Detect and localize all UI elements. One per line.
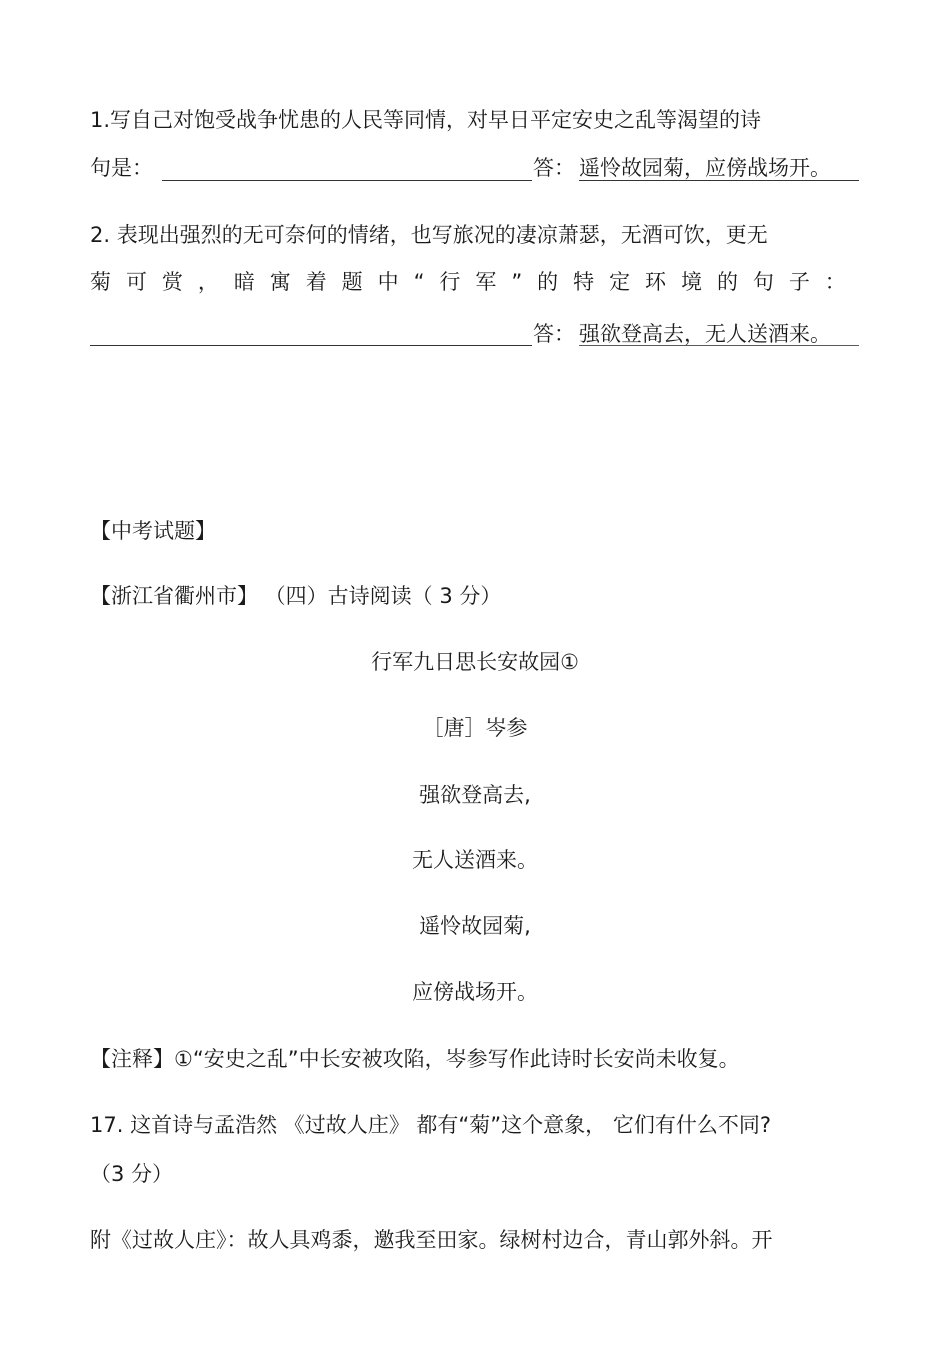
q2-line2-char: 菊 [90,270,111,294]
q2-line2-char: 定 [609,270,631,294]
q1-answer: 遥怜故园菊，应傍战场开。 [579,156,831,180]
q2-answer-blank [90,345,532,346]
q2-line2-char: 着 [305,270,327,294]
q2-line2-char: 境 [680,270,702,294]
q2-line2-char: 军 [475,270,497,294]
q2-line2-char: 寓 [269,270,291,294]
q2-line2 [90,268,846,296]
q2-line2-char: 赏 [161,270,183,294]
q2-line1: 2. 表现出强烈的无可奈何的情绪，也写旅况的凄凉萧瑟，无酒可饮，更无 [90,223,768,247]
q2-line2-char: 中 [377,270,399,294]
poem-line-2: 无人送酒来。 [412,848,538,872]
q2-line2-char: 环 [645,270,667,294]
poem-line-4: 应傍战场开。 [412,980,538,1004]
q17-line1: 17. 这首诗与孟浩然 《过故人庄》 都有“菊”这个意象， 它们有什么不同? [90,1113,772,1137]
section-heading: 【中考试题】 [90,519,216,543]
q2-line2-char: 的 [537,270,559,294]
q2-line2-char: 句 [752,270,774,294]
q2-answer-label: 答： [533,322,575,346]
poem-author: ［唐］岑参 [422,716,528,740]
section-source: 【浙江省衢州市】 （四）古诗阅读（ 3 分） [90,584,502,608]
q1-answer-blank [162,180,532,181]
q2-line2-char: 可 [125,270,147,294]
q2-line2-char: ” [511,270,523,294]
q2-line2-char: 特 [573,270,595,294]
poem-line-1: 强欲登高去, [419,783,531,807]
q1-line2-prefix: 句是： [90,156,153,180]
q2-line2-char: 暗 [233,270,255,294]
q2-line2-char: 行 [439,270,461,294]
q2-answer-underline [579,345,859,346]
q1-answer-label: 答： [533,156,575,180]
q2-line2-char: ： [824,270,846,294]
q2-answer: 强欲登高去，无人送酒来。 [579,322,831,346]
q2-line2-char: 子 [788,270,810,294]
q1-line1: 1.写自己对饱受战争忧患的人民等同情，对早日平定安史之乱等渴望的诗 [90,108,762,132]
poem-title: 行军九日思长安故园① [371,650,579,674]
poem-note: 【注释】①“安史之乱”中长安被攻陷，岑参写作此诗时长安尚未收复。 [90,1047,740,1071]
q2-line2-char: ， [197,270,219,294]
q2-line2-char: 的 [716,270,738,294]
q2-line2-char: “ [413,270,425,294]
appendix-text: 附《过故人庄》：故人具鸡黍，邀我至田家。绿树村边合，青山郭外斜。开 [90,1228,773,1252]
q1-answer-underline [579,180,859,181]
q2-line2-char: 题 [341,270,363,294]
poem-line-3: 遥怜故园菊, [419,914,531,938]
q17-line2: （3 分） [90,1162,174,1186]
